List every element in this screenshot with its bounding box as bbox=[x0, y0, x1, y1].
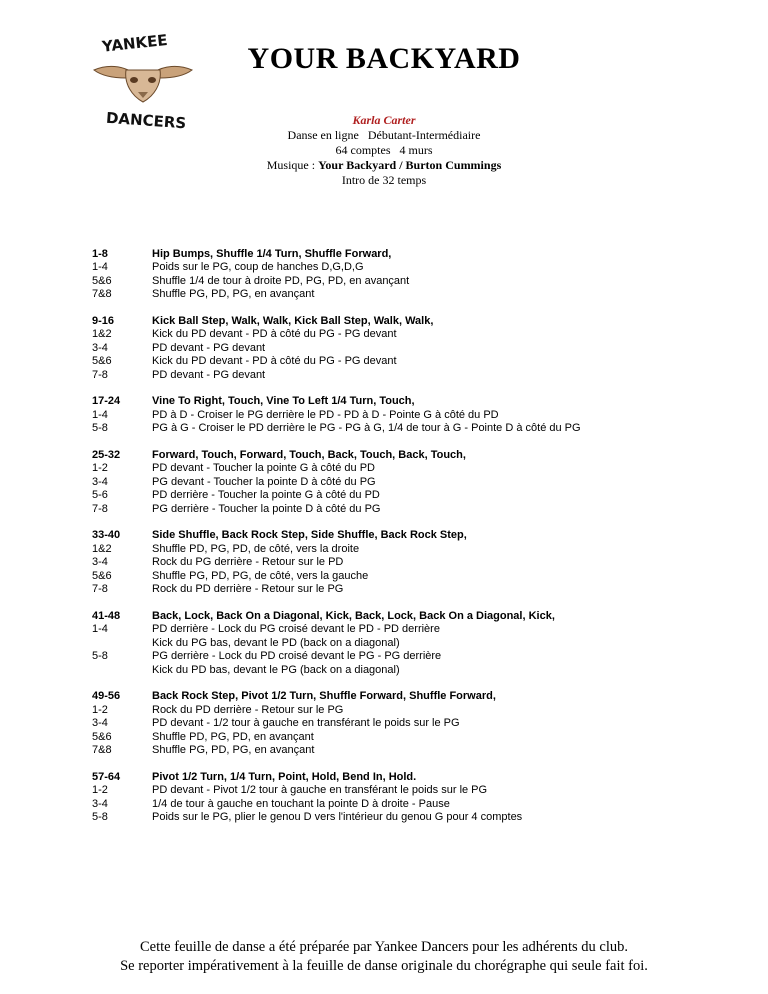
step-count: 1-4 bbox=[92, 623, 108, 636]
section-title: Forward, Touch, Forward, Touch, Back, Touch, Back, Touch, bbox=[152, 449, 466, 462]
step-section bbox=[92, 529, 692, 596]
section-title: Back Rock Step, Pivot 1/2 Turn, Shuffle Forward, Shuffle Forward, bbox=[152, 690, 496, 703]
step-section bbox=[92, 449, 692, 516]
step-count: 5-8 bbox=[92, 422, 108, 435]
step-row bbox=[92, 784, 692, 797]
step-description: Kick du PD bas, devant le PG (back on a diagonal) bbox=[152, 663, 400, 676]
step-row bbox=[92, 288, 692, 301]
step-description: Shuffle PG, PD, PG, de côté, vers la gauche bbox=[152, 569, 369, 582]
step-description: Rock du PD derrière - Retour sur le PG bbox=[152, 703, 344, 716]
step-count: 7&8 bbox=[92, 743, 112, 756]
section-title: Vine To Right, Touch, Vine To Left 1/4 Turn, Touch, bbox=[152, 395, 415, 408]
section-counts: 49-56 bbox=[92, 690, 121, 703]
section-heading bbox=[92, 248, 692, 261]
section-counts: 25-32 bbox=[92, 449, 121, 462]
step-count: 1-4 bbox=[92, 408, 108, 421]
section-heading bbox=[92, 610, 692, 623]
step-row bbox=[92, 342, 692, 355]
section-counts: 57-64 bbox=[92, 770, 121, 783]
step-row bbox=[92, 355, 692, 368]
step-description: PD devant - 1/2 tour à gauche en transférant le poids sur le PG bbox=[152, 717, 460, 730]
step-description: Kick du PD devant - PD à côté du PG - PG devant bbox=[152, 355, 397, 368]
step-description: Shuffle PG, PD, PG, en avançant bbox=[152, 743, 315, 756]
step-section bbox=[92, 690, 692, 757]
dance-type-level: Danse en ligne Débutant-Intermédiaire bbox=[287, 128, 481, 142]
step-sections bbox=[92, 248, 692, 838]
step-count: 5&6 bbox=[92, 274, 112, 287]
step-row bbox=[92, 261, 692, 274]
section-title: Kick Ball Step, Walk, Walk, Kick Ball Step, Walk, Walk, bbox=[152, 315, 434, 328]
step-count: 1-2 bbox=[92, 784, 108, 797]
step-row bbox=[92, 623, 692, 636]
section-counts: 17-24 bbox=[92, 395, 121, 408]
section-counts: 41-48 bbox=[92, 609, 121, 622]
music-value: Your Backyard / Burton Cummings bbox=[318, 158, 502, 172]
music-line bbox=[0, 158, 768, 173]
step-count: 5&6 bbox=[92, 569, 112, 582]
intro-line: Intro de 32 temps bbox=[341, 173, 427, 187]
step-count: 3-4 bbox=[92, 341, 108, 354]
step-description: PG derrière - Lock du PD croisé devant le PG - PG derrière bbox=[152, 650, 442, 663]
step-count: 1&2 bbox=[92, 542, 112, 555]
step-description: Shuffle PD, PG, PD, de côté, vers la droite bbox=[152, 542, 360, 555]
step-row bbox=[92, 717, 692, 730]
logo-top-text: YANKEE bbox=[101, 30, 169, 56]
step-count bbox=[92, 637, 152, 650]
step-row bbox=[92, 409, 692, 422]
step-count: 7-8 bbox=[92, 502, 108, 515]
step-description: PG devant - Toucher la pointe D à côté du PG bbox=[152, 475, 376, 488]
step-description: PD derrière - Toucher la pointe G à côté du PD bbox=[152, 489, 380, 502]
step-row bbox=[92, 556, 692, 569]
section-heading bbox=[92, 315, 692, 328]
footer-line-2: Se reporter impérativement à la feuille de danse originale du chorégraphe qui seule fait foi. bbox=[120, 958, 648, 974]
step-description: PD devant - Toucher la pointe G à côté du PD bbox=[152, 462, 375, 475]
step-description: Kick du PG bas, devant le PD (back on a diagonal) bbox=[152, 636, 400, 649]
step-row bbox=[92, 731, 692, 744]
counts-walls: 64 comptes 4 murs bbox=[335, 143, 433, 157]
step-description: Shuffle PG, PD, PG, en avançant bbox=[152, 288, 315, 301]
section-counts: 1-8 bbox=[92, 248, 108, 260]
step-description: Shuffle 1/4 de tour à droite PD, PG, PD, en avançant bbox=[152, 274, 410, 287]
section-heading bbox=[92, 690, 692, 703]
step-row bbox=[92, 570, 692, 583]
step-row bbox=[92, 476, 692, 489]
step-description: Rock du PG derrière - Retour sur le PD bbox=[152, 556, 344, 569]
step-row bbox=[92, 275, 692, 288]
step-count: 5-8 bbox=[92, 650, 108, 663]
step-row bbox=[92, 704, 692, 717]
step-description: Poids sur le PG, coup de hanches D,G,D,G bbox=[152, 261, 364, 274]
step-row bbox=[92, 422, 692, 435]
step-description: Rock du PD derrière - Retour sur le PG bbox=[152, 583, 344, 596]
step-count: 1-2 bbox=[92, 703, 108, 716]
step-count bbox=[92, 664, 152, 677]
step-row bbox=[92, 369, 692, 382]
step-count: 1&2 bbox=[92, 328, 112, 341]
footer-note bbox=[0, 938, 768, 976]
step-row bbox=[92, 744, 692, 757]
step-description: PD à D - Croiser le PG derrière le PD - PD à D - Pointe G à côté du PD bbox=[152, 408, 499, 421]
step-row bbox=[92, 664, 692, 677]
step-description: PD devant - PG devant bbox=[152, 341, 266, 354]
step-description: PG à G - Croiser le PD derrière le PG - PG à G, 1/4 de tour à G - Pointe D à côté du PG bbox=[152, 422, 581, 435]
section-title: Hip Bumps, Shuffle 1/4 Turn, Shuffle Forward, bbox=[152, 248, 392, 260]
step-section bbox=[92, 395, 692, 435]
step-count: 5-8 bbox=[92, 810, 108, 823]
footer-line-1: Cette feuille de danse a été préparée par Yankee Dancers pour les adhérents du club. bbox=[140, 939, 628, 955]
step-count: 5&6 bbox=[92, 355, 112, 368]
section-title: Side Shuffle, Back Rock Step, Side Shuffle, Back Rock Step, bbox=[152, 529, 467, 542]
step-count: 7-8 bbox=[92, 583, 108, 596]
step-count: 7&8 bbox=[92, 288, 112, 301]
step-description: PD derrière - Lock du PG croisé devant le PD - PD derrière bbox=[152, 623, 440, 636]
step-count: 3-4 bbox=[92, 556, 108, 569]
step-count: 1-4 bbox=[92, 261, 108, 274]
step-section bbox=[92, 610, 692, 677]
section-heading bbox=[92, 449, 692, 462]
step-row bbox=[92, 583, 692, 596]
step-description: PD devant - PG devant bbox=[152, 368, 266, 381]
step-row bbox=[92, 462, 692, 475]
section-counts: 9-16 bbox=[92, 315, 115, 328]
step-row bbox=[92, 328, 692, 341]
step-section bbox=[92, 771, 692, 825]
dance-header-info bbox=[0, 113, 768, 188]
step-description: 1/4 de tour à gauche en touchant la pointe D à droite - Pause bbox=[152, 797, 450, 810]
section-heading bbox=[92, 529, 692, 542]
step-description: Poids sur le PG, plier le genou D vers l'intérieur du genou G pour 4 comptes bbox=[152, 810, 523, 823]
step-description: Shuffle PD, PG, PD, en avançant bbox=[152, 730, 314, 743]
step-count: 1-2 bbox=[92, 462, 108, 475]
section-counts: 33-40 bbox=[92, 529, 121, 542]
step-row bbox=[92, 798, 692, 811]
section-heading bbox=[92, 771, 692, 784]
step-description: PD devant - Pivot 1/2 tour à gauche en transférant le poids sur le PG bbox=[152, 784, 488, 797]
dance-title: YOUR BACKYARD bbox=[247, 42, 521, 75]
section-title: Pivot 1/2 Turn, 1/4 Turn, Point, Hold, Bend In, Hold. bbox=[152, 770, 417, 783]
step-count: 3-4 bbox=[92, 475, 108, 488]
step-row bbox=[92, 543, 692, 556]
step-row bbox=[92, 650, 692, 663]
step-row bbox=[92, 503, 692, 516]
choreographer-name: Karla Carter bbox=[352, 113, 416, 127]
step-row bbox=[92, 489, 692, 502]
step-section bbox=[92, 248, 692, 302]
step-count: 3-4 bbox=[92, 717, 108, 730]
step-count: 3-4 bbox=[92, 797, 108, 810]
music-label: Musique : bbox=[266, 158, 319, 172]
logo-bottom-text: DANCERS bbox=[105, 108, 187, 130]
step-count: 7-8 bbox=[92, 368, 108, 381]
step-count: 5&6 bbox=[92, 730, 112, 743]
step-row bbox=[92, 811, 692, 824]
step-count: 5-6 bbox=[92, 489, 108, 502]
section-heading bbox=[92, 395, 692, 408]
step-row bbox=[92, 637, 692, 650]
step-description: Kick du PD devant - PD à côté du PG - PG devant bbox=[152, 328, 397, 341]
step-section bbox=[92, 315, 692, 382]
section-title: Back, Lock, Back On a Diagonal, Kick, Back, Lock, Back On a Diagonal, Kick, bbox=[152, 609, 555, 622]
step-description: PG derrière - Toucher la pointe D à côté du PG bbox=[152, 502, 381, 515]
